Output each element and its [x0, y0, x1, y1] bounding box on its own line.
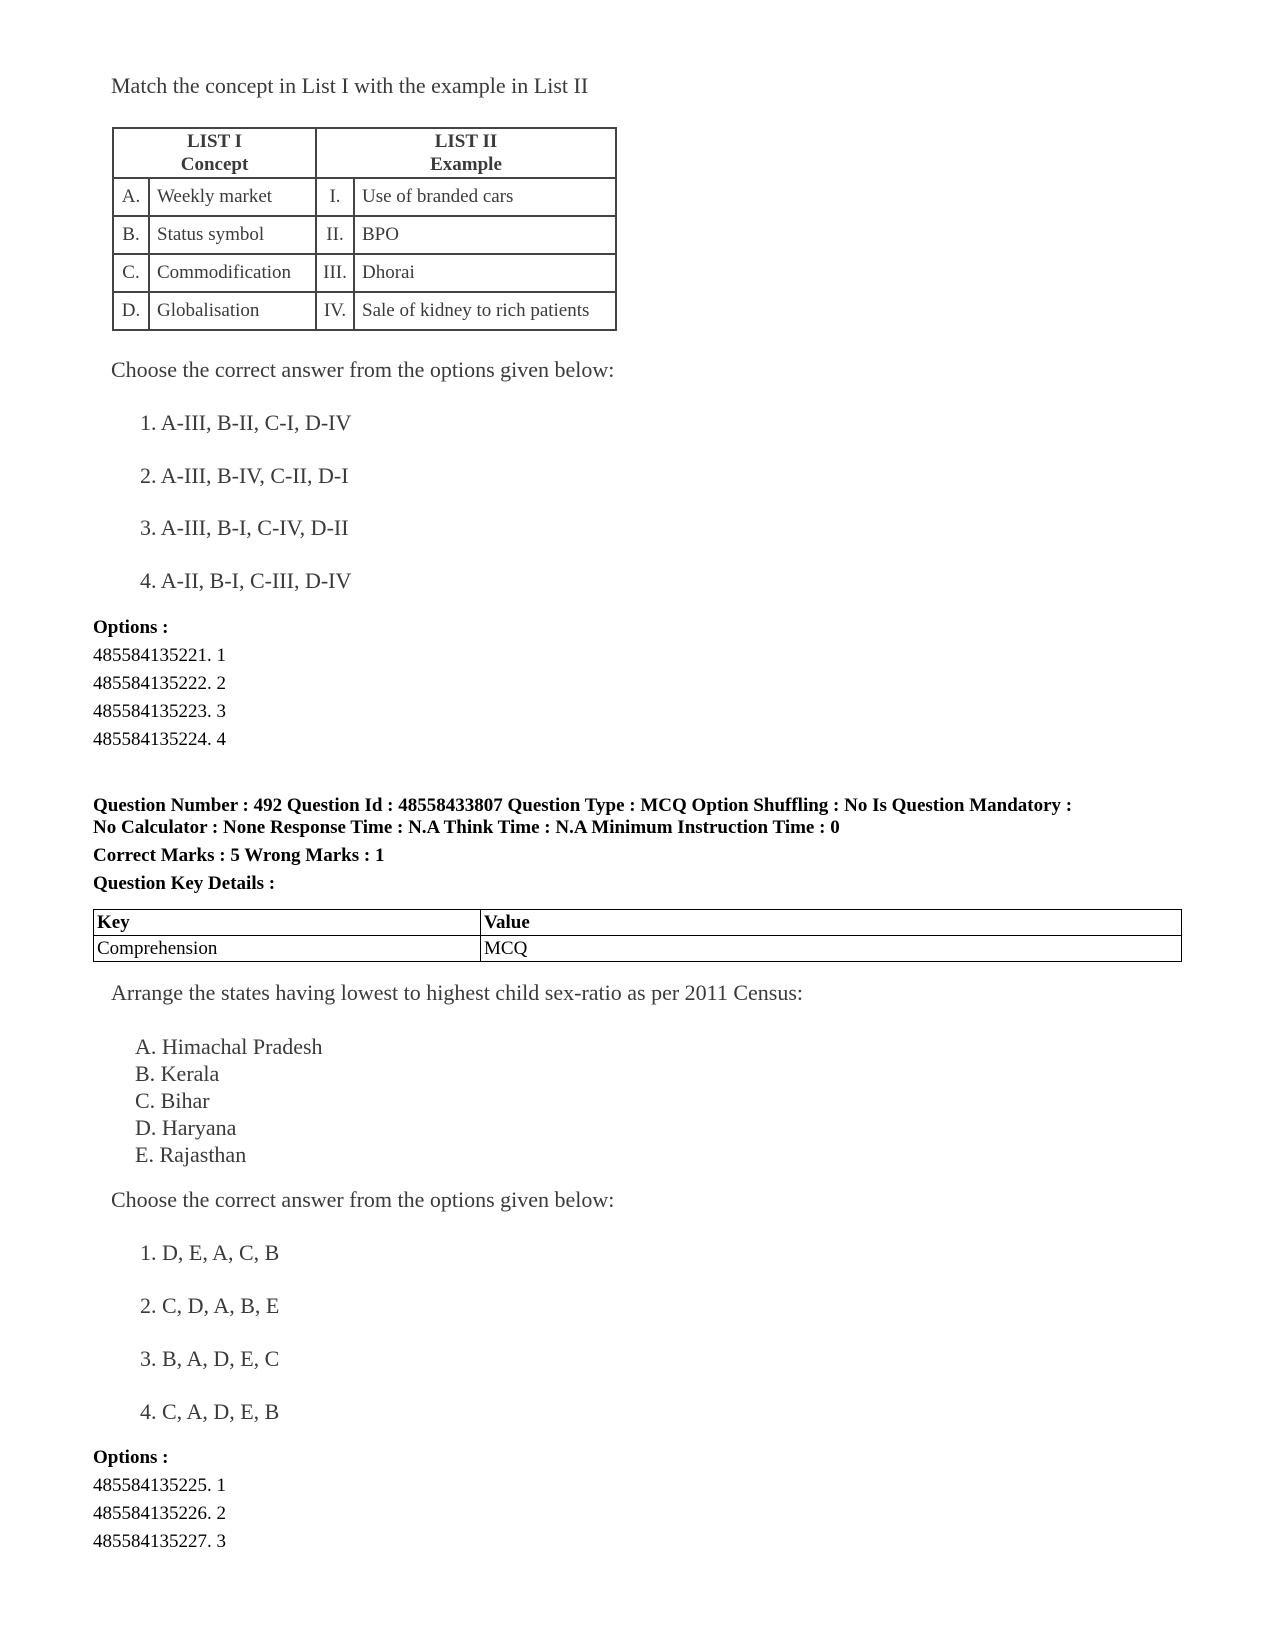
q2-choice-4: 4. C, A, D, E, B	[140, 1399, 280, 1424]
row-roman: II.	[316, 216, 354, 254]
row-concept: Globalisation	[149, 292, 316, 330]
q2-option-id-2: 485584135226. 2	[93, 1503, 226, 1524]
q1-option-id-4: 485584135224. 4	[93, 729, 226, 750]
q1-option-id-1: 485584135221. 1	[93, 645, 226, 666]
table-row	[113, 216, 616, 254]
value-cell: MCQ	[481, 936, 1182, 962]
q2-options-label: Options :	[93, 1447, 169, 1468]
q2-choice-3: 3. B, A, D, E, C	[140, 1346, 280, 1371]
q2-prompt: Arrange the states having lowest to highest child sex-ratio as per 2011 Census:	[111, 980, 804, 1005]
row-concept: Commodification	[149, 254, 316, 292]
q2-statement-a: A. Himachal Pradesh	[135, 1034, 323, 1059]
q1-prompt: Match the concept in List I with the example in List II	[111, 73, 589, 98]
row-letter: B.	[113, 216, 149, 254]
q2-choice-2: 2. C, D, A, B, E	[140, 1293, 280, 1318]
q2-marks: Correct Marks : 5 Wrong Marks : 1	[93, 845, 385, 866]
list1-header	[113, 128, 316, 178]
row-roman: III.	[316, 254, 354, 292]
row-example: Sale of kidney to rich patients	[354, 292, 616, 330]
q1-choose-instruction: Choose the correct answer from the options given below:	[111, 357, 615, 382]
list2-header	[316, 128, 616, 178]
key-cell: Comprehension	[94, 936, 481, 962]
q2-statement-d: D. Haryana	[135, 1115, 237, 1140]
list2-title: LIST II	[434, 131, 498, 152]
table-row	[113, 254, 616, 292]
q1-choice-1: 1. A-III, B-II, C-I, D-IV	[140, 410, 352, 435]
key-table-header	[94, 910, 1182, 936]
q2-key-details-label: Question Key Details :	[93, 873, 276, 894]
q1-options-label: Options :	[93, 617, 169, 638]
q1-option-id-2: 485584135222. 2	[93, 673, 226, 694]
row-letter: A.	[113, 178, 149, 216]
row-example: Use of branded cars	[354, 178, 616, 216]
table-row	[94, 936, 1182, 962]
row-roman: I.	[316, 178, 354, 216]
q2-choose-instruction: Choose the correct answer from the options given below:	[111, 1187, 615, 1212]
list1-title: LIST I	[186, 131, 243, 152]
value-header: Value	[481, 910, 1182, 936]
q2-statement-e: E. Rajasthan	[135, 1142, 247, 1167]
q2-meta-line-1: Question Number : 492 Question Id : 48558433807 Question Type : MCQ Option Shuffling : No Is Question Mandatory :	[93, 795, 1073, 816]
q1-choice-4: 4. A-II, B-I, C-III, D-IV	[140, 568, 352, 593]
q1-choice-3: 3. A-III, B-I, C-IV, D-II	[140, 515, 349, 540]
table-row	[113, 178, 616, 216]
row-concept: Status symbol	[149, 216, 316, 254]
row-roman: IV.	[316, 292, 354, 330]
row-example: Dhorai	[354, 254, 616, 292]
table-row	[113, 292, 616, 330]
q2-meta-line-2: No Calculator : None Response Time : N.A Think Time : N.A Minimum Instruction Time : 0	[93, 817, 840, 838]
row-letter: C.	[113, 254, 149, 292]
row-concept: Weekly market	[149, 178, 316, 216]
list1-subtitle: Concept	[180, 154, 249, 175]
q1-option-id-3: 485584135223. 3	[93, 701, 226, 722]
match-table	[112, 127, 617, 331]
q1-choice-2: 2. A-III, B-IV, C-II, D-I	[140, 463, 349, 488]
q2-option-id-1: 485584135225. 1	[93, 1475, 226, 1496]
list2-subtitle: Example	[430, 154, 502, 175]
q2-statement-b: B. Kerala	[135, 1061, 220, 1086]
q2-option-id-3: 485584135227. 3	[93, 1531, 226, 1552]
row-example: BPO	[354, 216, 616, 254]
match-table-header	[113, 128, 616, 178]
key-header: Key	[94, 910, 481, 936]
q2-choice-1: 1. D, E, A, C, B	[140, 1240, 280, 1265]
key-details-table	[93, 909, 1182, 962]
q2-statement-c: C. Bihar	[135, 1088, 210, 1113]
row-letter: D.	[113, 292, 149, 330]
